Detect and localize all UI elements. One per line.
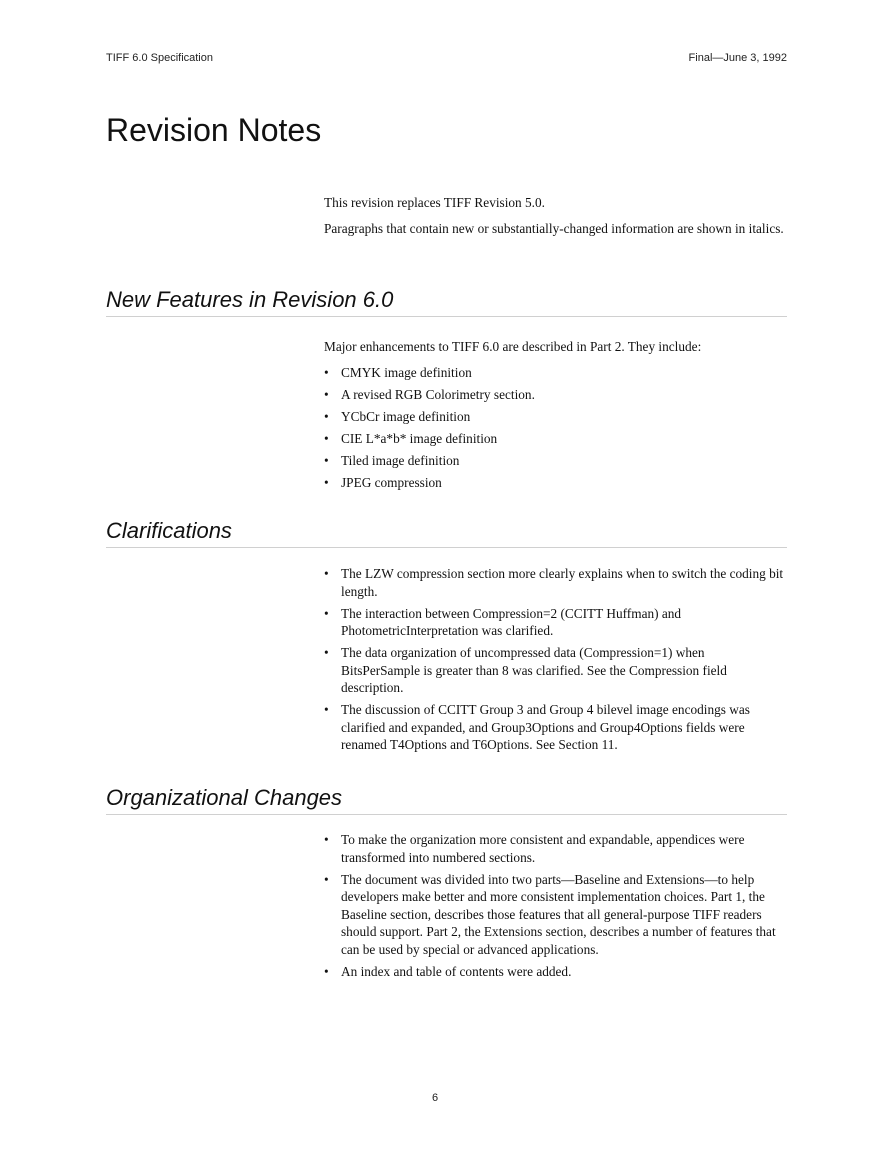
section-heading-new-features: New Features in Revision 6.0 [106, 287, 787, 317]
list-item: • YCbCr image definition [324, 408, 784, 426]
page-title: Revision Notes [106, 112, 322, 148]
list-item: • Tiled image definition [324, 452, 784, 470]
running-header-title: TIFF 6.0 Specification [106, 52, 213, 64]
page-number: 6 [431, 1092, 439, 1104]
new-features-list [324, 364, 784, 492]
list-item: • JPEG compression [324, 474, 784, 492]
clarifications-block [324, 565, 784, 758]
list-item: • The interaction between Compression=2 (CCITT Huffman) and PhotometricInterpretation was clarified. [324, 605, 784, 640]
section-heading-organizational-changes: Organizational Changes [106, 785, 787, 815]
list-item: • A revised RGB Colorimetry section. [324, 386, 784, 404]
organizational-changes-block [324, 831, 784, 985]
new-features-intro: Major enhancements to TIFF 6.0 are described in Part 2. They include: [324, 339, 702, 354]
organizational-changes-list [324, 831, 784, 980]
list-item: • The discussion of CCITT Group 3 and Group 4 bilevel image encodings was clarified and expanded, and Group3Options and Group4Options fields were renamed T4Options and T6Options. See Section 11. [324, 701, 784, 754]
list-item: • The LZW compression section more clearly explains when to switch the coding bit length. [324, 565, 784, 600]
intro-paragraph: Paragraphs that contain new or substantially-changed information are shown in italics. [324, 221, 784, 236]
new-features-block [324, 338, 784, 496]
section-heading-clarifications: Clarifications [106, 518, 787, 548]
intro-paragraph: This revision replaces TIFF Revision 5.0. [324, 195, 545, 210]
list-item: • An index and table of contents were added. [324, 963, 784, 981]
list-item: • The document was divided into two parts—Baseline and Extensions—to help developers make better and more consistent implementation choices. Part 1, the Baseline section, describes those features that all general-purpose TIFF readers should support. Part 2, the Extensions section, describes a number of features that can be used by special or advanced applications. [324, 871, 784, 959]
list-item: • CIE L*a*b* image definition [324, 430, 784, 448]
list-item: • The data organization of uncompressed data (Compression=1) when BitsPerSample is greater than 8 was clarified. See the Compression field description. [324, 644, 784, 697]
list-item: • To make the organization more consistent and expandable, appendices were transformed into numbered sections. [324, 831, 784, 866]
list-item: • CMYK image definition [324, 364, 784, 382]
intro-block [324, 194, 784, 246]
running-header-date: Final—June 3, 1992 [688, 52, 787, 64]
clarifications-list [324, 565, 784, 754]
